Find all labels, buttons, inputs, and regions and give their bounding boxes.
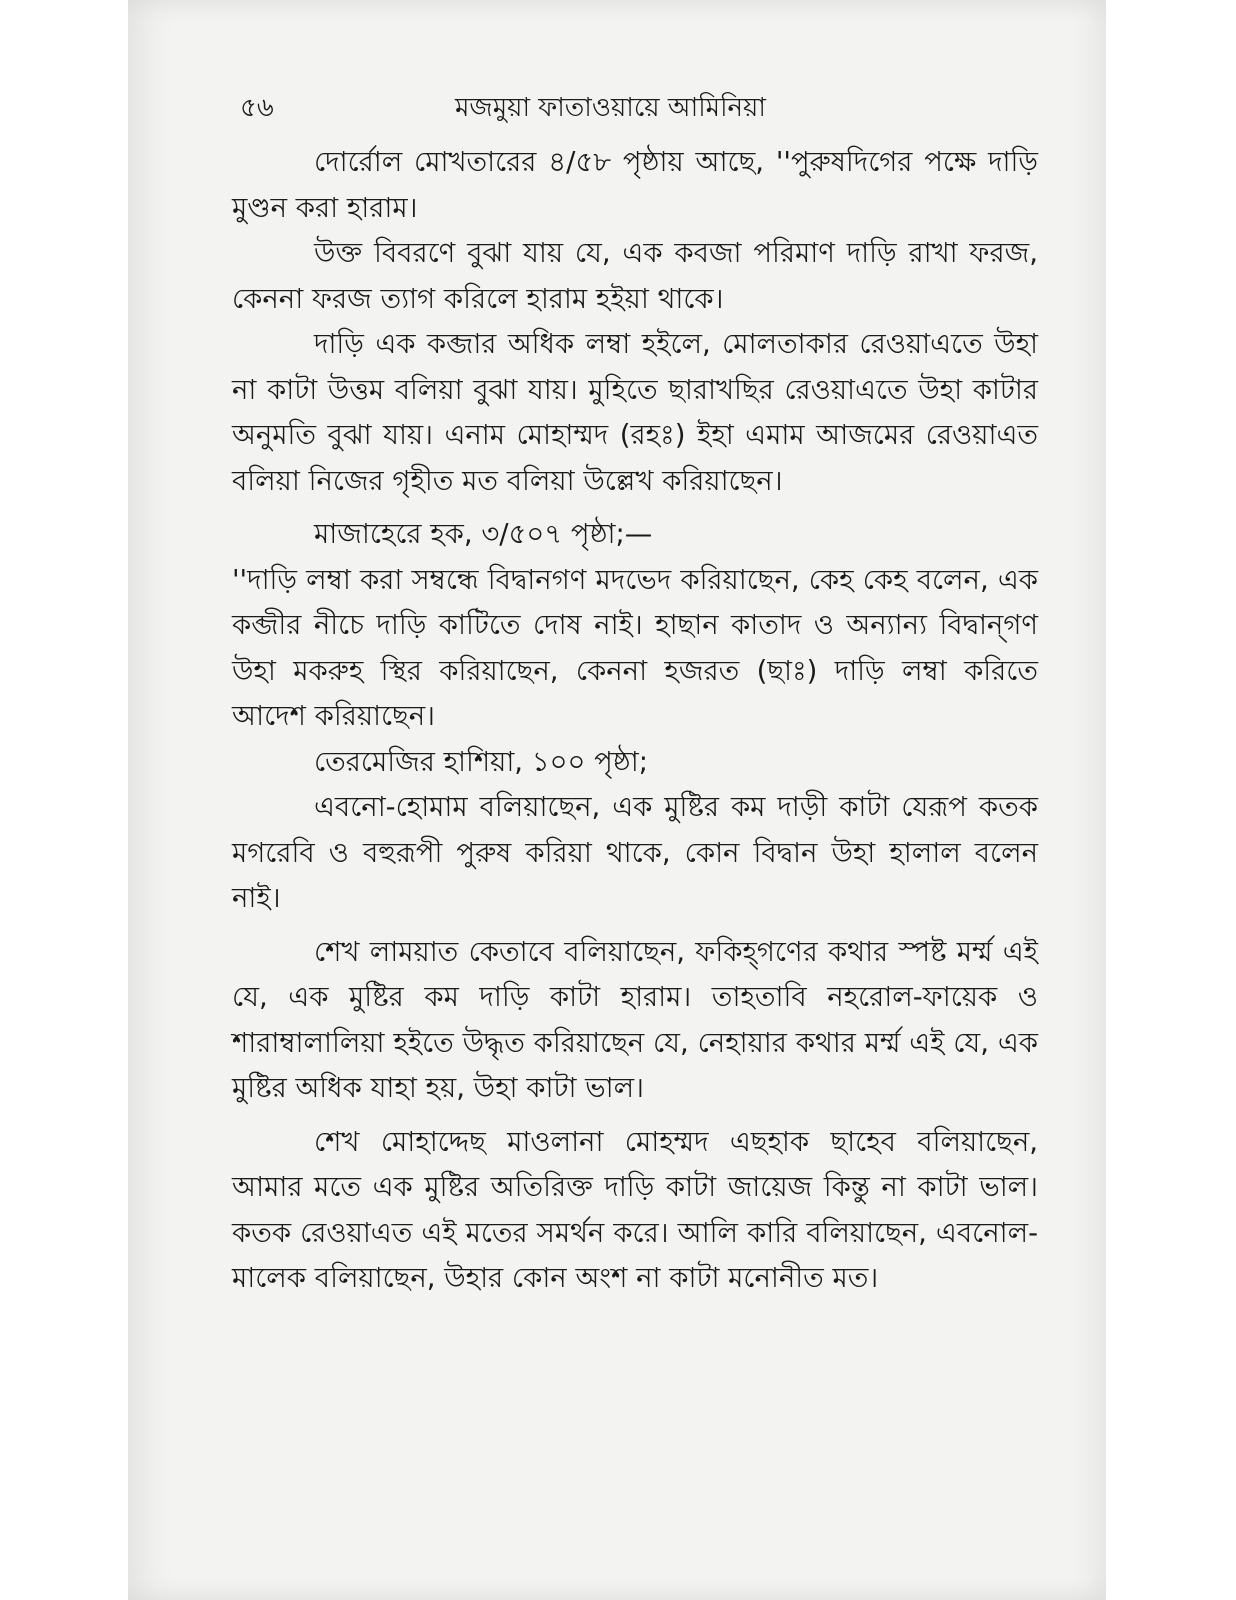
scan-margin-left	[0, 0, 128, 1600]
paragraph: দাড়ি এক কব্জার অধিক লম্বা হইলে, মোলতাকার রেওয়াএতে উহা না কাটা উত্তম বলিয়া বুঝা যায়। মুহিতে ছারাখছির রেওয়াএতে উহা কাটার অনুমতি বুঝা যায়। এনাম মোহাম্মদ (রহঃ) ইহা এমাম আজমের রেওয়াএত বলিয়া নিজের গৃহীত মত বলিয়া উল্লেখ করিয়াছেন।	[232, 328, 1038, 497]
citation-line: মাজাহেরে হক, ৩/৫০৭ পৃষ্ঠা;—	[314, 518, 653, 550]
paragraph: শেখ মোহাদ্দেছ মাওলানা মোহম্মদ এছহাক ছাহেব বলিয়াছেন, আমার মতে এক মুষ্টির অতিরিক্ত দাড়ি কাটা জায়েজ কিন্তু না কাটা ভাল। কতক রেওয়াএত এই মতের সমর্থন করে। আলি কারি বলিয়াছেন, এবনোল-মালেক বলিয়াছেন, উহার কোন অংশ না কাটা মনোনীত মত।	[232, 1125, 1038, 1294]
body-text	[232, 140, 1038, 1302]
paragraph: এবনো-হোমাম বলিয়াছেন, এক মুষ্টির কম দাড়ী কাটা যেরূপ কতক মগরেবি ও বহুরূপী পুরুষ করিয়া থাকে, কোন বিদ্বান উহা হালাল বলেন নাই।	[232, 791, 1038, 914]
running-title: মজমুয়া ফাতাওয়ায়ে আমিনিয়া	[455, 93, 766, 123]
paragraph: দোর্রোল মোখতারের ৪/৫৮ পৃষ্ঠায় আছে, ''পুরুষদিগের পক্ষে দাড়ি মুণ্ডন করা হারাম।	[232, 146, 1038, 224]
quotation-paragraph: ''দাড়ি লম্বা করা সম্বন্ধে বিদ্বানগণ মদভেদ করিয়াছেন, কেহ কেহ বলেন, এক কব্জীর নীচে দাড়ি কাটিতে দোষ নাই। হাছান কাতাদ ও অন্যান্য বিদ্বান্‌গণ উহা মকরুহ স্থির করিয়াছেন, কেননা হজরত (ছাঃ) দাড়ি লম্বা করিতে আদেশ করিয়াছেন।	[232, 563, 1038, 732]
page-header	[240, 88, 1040, 128]
scan-margin-right	[1106, 0, 1236, 1600]
paragraph: উক্ত বিবরণে বুঝা যায় যে, এক কবজা পরিমাণ দাড়ি রাখা ফরজ, কেননা ফরজ ত্যাগ করিলে হারাম হইয়া থাকে।	[232, 237, 1038, 315]
paragraph: শেখ লাময়াত কেতাবে বলিয়াছেন, ফকিহ্গণের কথার স্পষ্ট মর্ম্ম এই যে, এক মুষ্টির কম দাড়ি কাটা হারাম। তাহতাবি নহরোল-ফায়েক ও শারাম্বালালিয়া হইতে উদ্ধৃত করিয়াছেন যে, নেহায়ার কথার মর্ম্ম এই যে, এক মুষ্টির অধিক যাহা হয়, উহা কাটা ভাল।	[232, 935, 1038, 1104]
page-number: ৫৬	[240, 93, 274, 123]
citation-line: তেরমেজির হাশিয়া, ১০০ পৃষ্ঠা;	[314, 745, 648, 778]
